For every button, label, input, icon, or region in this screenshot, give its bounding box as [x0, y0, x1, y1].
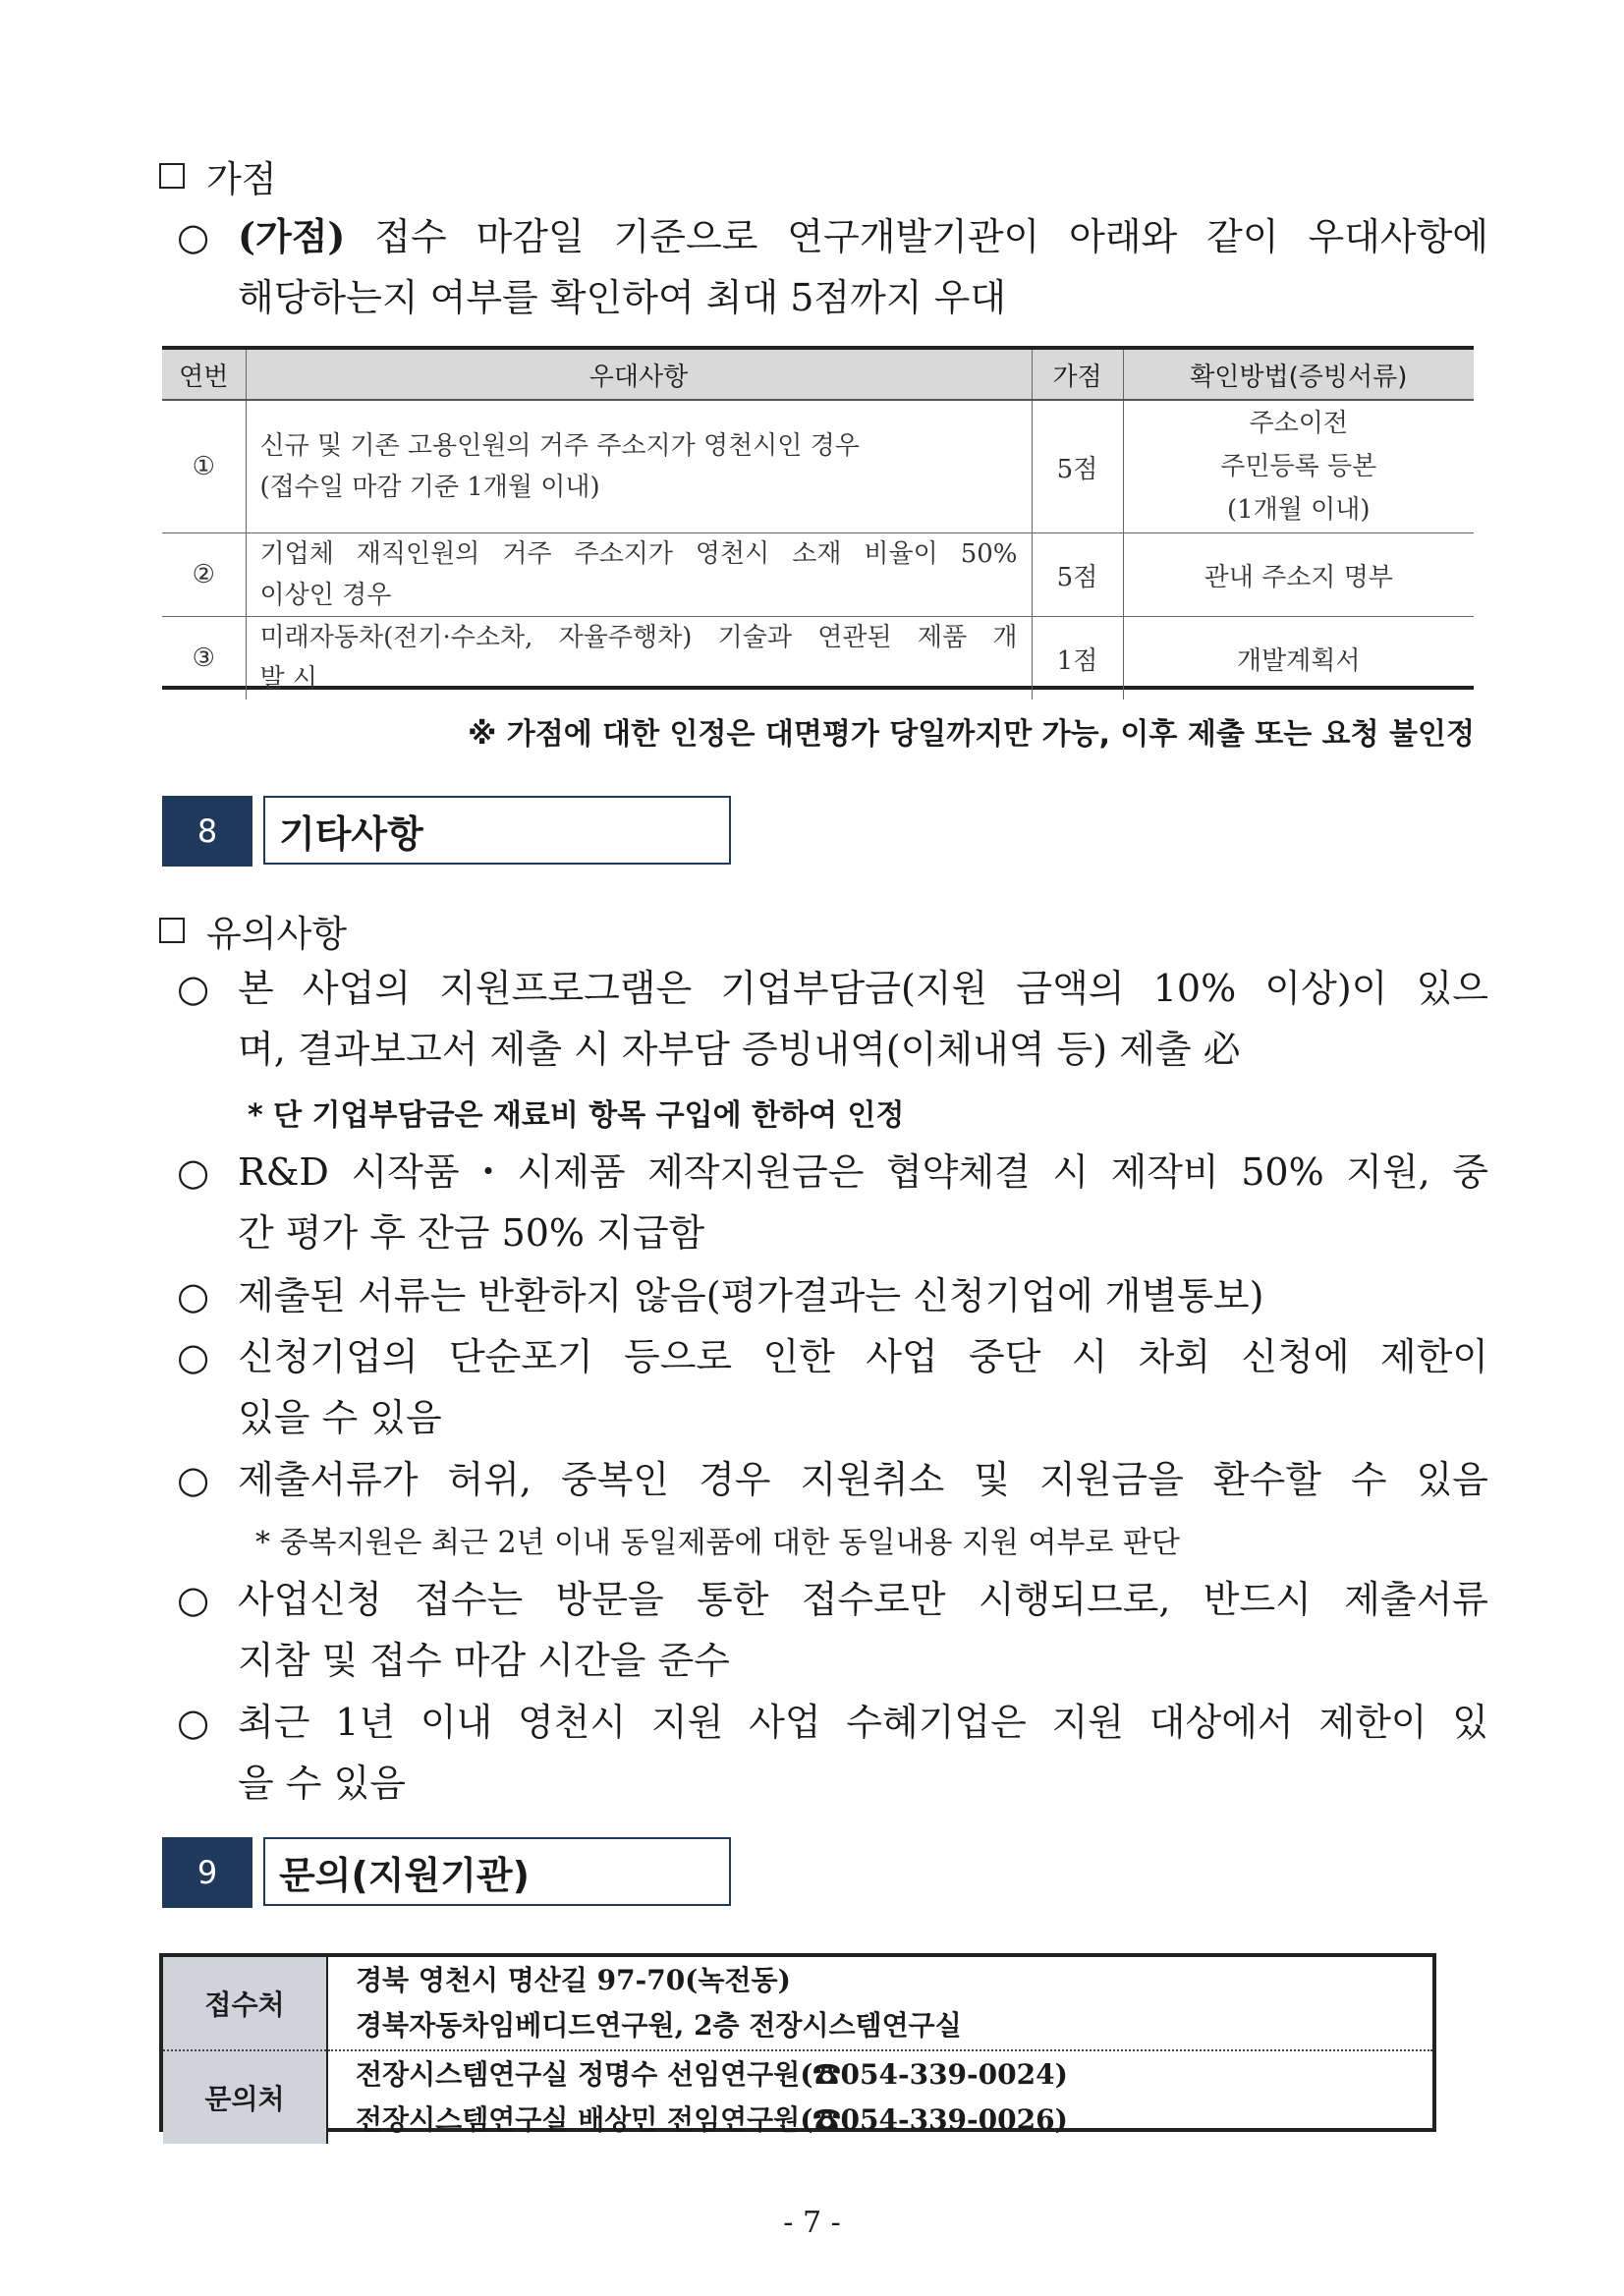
notice-item-line: 사업신청 접수는 방문을 통한 접수로만 시행되므로, 반드시 제출서류 — [238, 1578, 1488, 1621]
row-proof — [1123, 400, 1474, 533]
row-desc-line: 발 시 — [259, 664, 317, 694]
square-bullet-icon — [159, 918, 185, 943]
row-score: 1점 — [1032, 617, 1123, 700]
bonus-bold-label: (가점) — [238, 214, 346, 258]
notice-item-line: 제출된 서류는 반환하지 않음(평가결과는 신청기업에 개별통보) — [238, 1274, 1264, 1317]
contact-line: 경북 영천시 명산길 97-70(녹전동) — [356, 1964, 791, 1996]
row-desc-line: 미래자동차(전기·수소차, 자율주행차) 기술과 연관된 제품 개 — [259, 623, 1018, 652]
row-description — [246, 533, 1032, 617]
row-score: 5점 — [1032, 533, 1123, 617]
row-proof-line: 주민등록 등본 — [1220, 452, 1377, 481]
notice-item-line: 본 사업의 지원프로그램은 기업부담금(지원 금액의 10% 이상)이 있으 — [238, 967, 1488, 1010]
circle-bullet-icon: ○ — [177, 967, 210, 1010]
contact-value — [327, 2050, 1432, 2144]
section-9-title: 문의(지원기관) — [263, 1837, 731, 1906]
circle-bullet-icon: ○ — [177, 1701, 210, 1744]
row-description — [246, 400, 1032, 533]
notice-subnote: * 중복지원은 최근 2년 이내 동일제품에 대한 동일내용 지원 여부로 판단 — [255, 1526, 1180, 1560]
bonus-table — [162, 346, 1474, 694]
table-row — [163, 1957, 1432, 2050]
notice-item-line: 며, 결과보고서 제출 시 자부담 증빙내역(이체내역 등) 제출 必 — [238, 1028, 1241, 1071]
notice-item-line: 최근 1년 이내 영천시 지원 사업 수혜기업은 지원 대상에서 제한이 있 — [238, 1701, 1488, 1744]
bonus-heading — [159, 149, 276, 202]
bonus-note: ※ 가점에 대한 인정은 대면평가 당일까지만 가능, 이후 제출 또는 요청 불인정 — [468, 717, 1475, 752]
notice-item-line: 있을 수 있음 — [238, 1396, 442, 1439]
bonus-paragraph-line2: 해당하는지 여부를 확인하여 최대 5점까지 우대 — [238, 276, 1007, 319]
row-score: 5점 — [1032, 400, 1123, 533]
circle-bullet-icon: ○ — [177, 1335, 210, 1378]
notice-item — [177, 1692, 1488, 1814]
row-proof: 관내 주소지 명부 — [1123, 533, 1474, 617]
row-desc-line: 신규 및 기존 고용인원의 거주 주소지가 영천시인 경우 — [259, 431, 860, 461]
col-header-item: 우대사항 — [246, 350, 1032, 400]
square-bullet-icon — [159, 163, 185, 189]
notice-item — [177, 1142, 1488, 1263]
row-number: ② — [162, 533, 246, 617]
notice-item-line: 지참 및 접수 마감 시간을 준수 — [238, 1639, 730, 1682]
section-8-title: 기타사항 — [263, 796, 731, 865]
table-row — [162, 617, 1474, 700]
table-row — [163, 2050, 1432, 2144]
notice-item-line: 제출서류가 허위, 중복인 경우 지원취소 및 지원금을 환수할 수 있음 — [238, 1458, 1488, 1501]
contact-value — [327, 1957, 1432, 2050]
contact-table — [159, 1953, 1436, 2136]
col-header-score: 가점 — [1032, 350, 1123, 400]
table-row — [162, 533, 1474, 617]
notice-heading — [159, 904, 347, 957]
notice-item-line: R&D 시작품・시제품 제작지원금은 협약체결 시 제작비 50% 지원, 중 — [238, 1150, 1488, 1194]
circle-bullet-icon: ○ — [177, 1458, 210, 1501]
contact-label: 문의처 — [163, 2050, 327, 2144]
contact-line: 경북자동차임베디드연구원, 2층 전장시스템연구실 — [356, 2009, 962, 2042]
row-description — [246, 617, 1032, 700]
bonus-heading-text: 가점 — [206, 158, 277, 200]
row-proof-line: 주소이전 — [1249, 409, 1348, 438]
circle-bullet-icon: ○ — [177, 215, 210, 258]
notice-item — [177, 958, 1488, 1080]
notice-item — [177, 1326, 1488, 1448]
circle-bullet-icon: ○ — [177, 1274, 210, 1317]
row-desc-line: (접수일 마감 기준 1개월 이내) — [259, 473, 600, 502]
row-desc-line: 기업체 재직인원의 거주 주소지가 영천시 소재 비율이 50% — [259, 539, 1018, 569]
row-desc-line: 이상인 경우 — [259, 581, 392, 610]
section-9-number: 9 — [162, 1837, 252, 1908]
contact-line: 전장시스템연구실 정명수 선임연구원(☎054-339-0024) — [356, 2058, 1068, 2091]
page-number: - 7 - — [783, 2206, 841, 2240]
bonus-line1-text: 접수 마감일 기준으로 연구개발기관이 아래와 같이 우대사항에 — [345, 215, 1488, 258]
bonus-paragraph-line1 — [177, 206, 1488, 267]
notice-item — [177, 1449, 1488, 1510]
row-number: ③ — [162, 617, 246, 700]
col-header-proof: 확인방법(증빙서류) — [1123, 350, 1474, 400]
contact-label: 접수처 — [163, 1957, 327, 2050]
notice-item-line: 간 평가 후 잔금 50% 지급함 — [238, 1211, 705, 1255]
circle-bullet-icon: ○ — [177, 1150, 210, 1194]
notice-item — [177, 1265, 1488, 1326]
col-header-no: 연번 — [162, 350, 246, 400]
circle-bullet-icon: ○ — [177, 1578, 210, 1621]
notice-heading-text: 유의사항 — [206, 913, 347, 955]
notice-item-line: 을 수 있음 — [238, 1762, 406, 1805]
row-number: ① — [162, 400, 246, 533]
contact-line: 전장시스템연구실 배상민 전임연구원(☎054-339-0026) — [356, 2103, 1068, 2136]
notice-subnote: * 단 기업부담금은 재료비 항목 구입에 한하여 인정 — [248, 1098, 905, 1133]
bonus-paragraph — [177, 206, 1488, 328]
row-proof-line: (1개월 이내) — [1226, 495, 1371, 525]
row-proof: 개발계획서 — [1123, 617, 1474, 700]
notice-item-line: 신청기업의 단순포기 등으로 인한 사업 중단 시 차회 신청에 제한이 — [238, 1335, 1488, 1378]
section-8-number: 8 — [162, 796, 252, 867]
notice-item — [177, 1569, 1488, 1691]
table-row — [162, 400, 1474, 533]
